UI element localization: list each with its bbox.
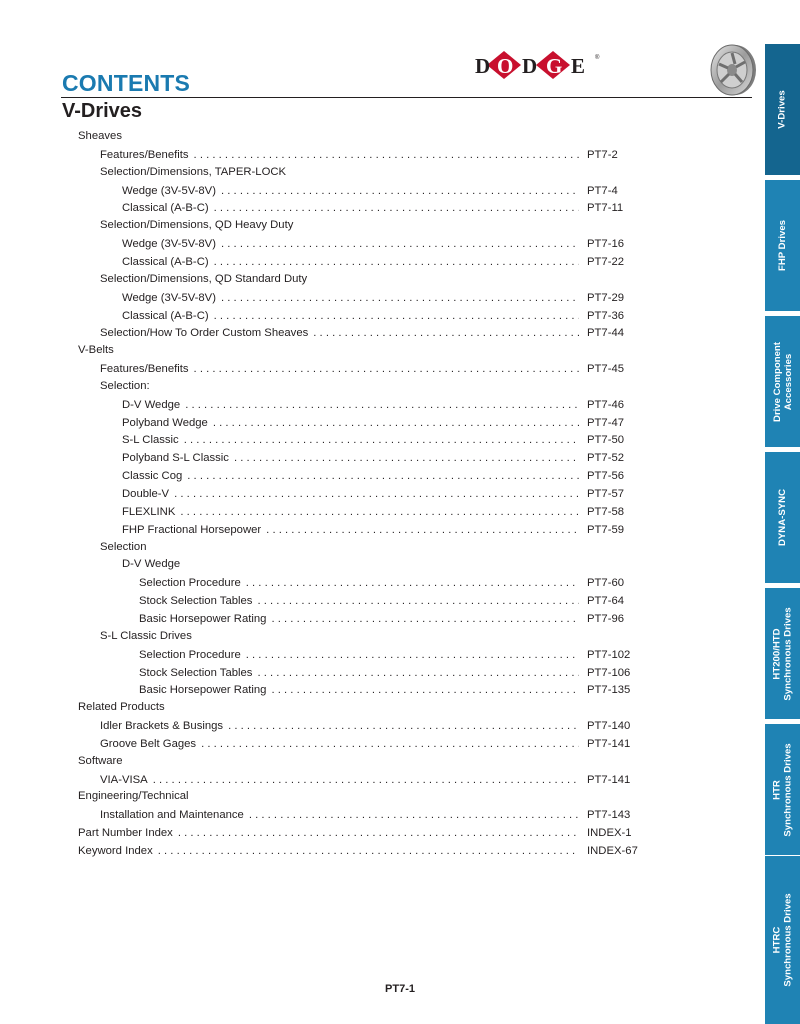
dot-leader bbox=[201, 737, 579, 751]
toc-entry[interactable] bbox=[122, 447, 640, 465]
toc-entry-page: PT7-60 bbox=[587, 577, 625, 590]
toc-entry-page: PT7-29 bbox=[587, 291, 625, 304]
dot-leader bbox=[194, 148, 579, 162]
toc-entry[interactable] bbox=[122, 501, 640, 519]
toc-entry-label: Basic Horsepower Rating bbox=[139, 612, 267, 625]
toc-entry-page: PT7-16 bbox=[587, 238, 625, 251]
toc-entry-label: Selection/How To Order Custom Sheaves bbox=[100, 327, 309, 340]
toc-heading: Selection/Dimensions, QD Heavy Duty bbox=[100, 219, 294, 232]
dot-leader bbox=[249, 808, 579, 822]
toc-entry-page: PT7-46 bbox=[587, 398, 625, 411]
dot-leader bbox=[313, 326, 579, 340]
section-tab-line: Synchronous Drives bbox=[782, 742, 794, 837]
toc-entry-page: PT7-59 bbox=[587, 523, 625, 536]
toc-entry[interactable] bbox=[78, 840, 640, 858]
svg-text:G: G bbox=[546, 54, 563, 78]
dot-leader bbox=[153, 773, 579, 787]
section-tab-label bbox=[777, 90, 788, 128]
dot-leader bbox=[266, 523, 579, 537]
toc-entry-label: Polyband Wedge bbox=[122, 416, 208, 429]
section-tab-line: Accessories bbox=[782, 353, 794, 410]
toc-entry-label: Wedge (3V-5V-8V) bbox=[122, 238, 216, 251]
section-tab-line: Drive Component bbox=[771, 341, 783, 422]
toc-heading: Selection: bbox=[100, 379, 150, 392]
toc-entry[interactable] bbox=[100, 715, 640, 733]
toc-entry[interactable] bbox=[122, 305, 640, 323]
dot-leader bbox=[213, 416, 579, 430]
toc-entry-page: PT7-57 bbox=[587, 488, 625, 500]
toc-heading: V-Belts bbox=[78, 344, 114, 357]
svg-text:D: D bbox=[475, 54, 492, 78]
toc-heading: D-V Wedge bbox=[122, 558, 181, 571]
toc-entry-label: Installation and Maintenance bbox=[100, 809, 244, 822]
toc-entry-page: PT7-56 bbox=[587, 470, 625, 483]
toc-entry[interactable] bbox=[139, 608, 640, 626]
toc-entry-page: PT7-141 bbox=[587, 737, 631, 750]
toc-entry-page: INDEX-67 bbox=[587, 845, 638, 857]
toc-entry-label: Wedge (3V-5V-8V) bbox=[122, 184, 216, 197]
dot-leader bbox=[234, 451, 579, 465]
toc-entry[interactable] bbox=[100, 358, 640, 376]
svg-text:E: E bbox=[571, 54, 586, 78]
toc-entry-label: Features/Benefits bbox=[100, 363, 189, 376]
section-tab-line: Synchronous Drives bbox=[782, 606, 794, 701]
toc-entry-label: VIA-VISA bbox=[100, 773, 148, 786]
dot-leader bbox=[184, 433, 579, 447]
toc-entry-label: Part Number Index bbox=[78, 827, 173, 840]
toc-heading: Sheaves bbox=[78, 130, 122, 142]
section-tab[interactable] bbox=[765, 588, 800, 719]
toc-entry-label: Basic Horsepower Rating bbox=[139, 684, 267, 697]
section-tab-label bbox=[772, 342, 794, 422]
dot-leader bbox=[246, 576, 579, 590]
toc-entry-page: PT7-135 bbox=[587, 684, 631, 697]
svg-text:D: D bbox=[522, 54, 538, 78]
toc-entry-label: Keyword Index bbox=[78, 845, 153, 857]
toc-entry-page: PT7-141 bbox=[587, 773, 631, 786]
dot-leader bbox=[180, 505, 579, 519]
section-tab[interactable] bbox=[765, 44, 800, 175]
toc-entry[interactable] bbox=[139, 662, 640, 680]
toc-entry-label: Double-V bbox=[122, 488, 170, 500]
section-tab-line: FHP Drives bbox=[777, 219, 789, 272]
toc-entry-page: PT7-2 bbox=[587, 148, 618, 161]
toc-entry[interactable] bbox=[122, 394, 640, 412]
toc-entry-label: Groove Belt Gages bbox=[100, 737, 197, 750]
dot-leader bbox=[214, 255, 579, 269]
toc-heading: Selection bbox=[100, 540, 147, 553]
toc-entry-label: Polyband S-L Classic bbox=[122, 452, 229, 465]
toc-entry-page: PT7-102 bbox=[587, 648, 631, 661]
toc-heading: Selection/Dimensions, TAPER-LOCK bbox=[100, 165, 287, 178]
registered-mark: ® bbox=[595, 55, 600, 61]
dot-leader bbox=[214, 309, 579, 323]
sheave-pulley-icon bbox=[705, 44, 757, 96]
title-rule bbox=[61, 97, 752, 98]
section-tab-label bbox=[777, 220, 788, 271]
toc-entry-label: Classical (A-B-C) bbox=[122, 202, 209, 215]
toc-entry-label: S-L Classic bbox=[122, 434, 179, 447]
toc-entry-label: Selection Procedure bbox=[139, 577, 241, 590]
dot-leader bbox=[214, 201, 579, 215]
toc-entry-label: FHP Fractional Horsepower bbox=[122, 523, 262, 536]
toc-entry[interactable] bbox=[122, 287, 640, 305]
toc-entry-label: Idler Brackets & Busings bbox=[100, 720, 224, 733]
toc-entry-page: PT7-4 bbox=[587, 184, 618, 197]
toc-entry-page: PT7-96 bbox=[587, 612, 625, 625]
toc-entry-label: FLEXLINK bbox=[122, 505, 176, 518]
section-tab-line: HTR bbox=[771, 779, 783, 800]
section-tab[interactable] bbox=[765, 180, 800, 311]
toc-entry-page: PT7-64 bbox=[587, 595, 625, 608]
toc-entry-page: PT7-52 bbox=[587, 452, 625, 465]
toc-entry-label: Classical (A-B-C) bbox=[122, 255, 209, 268]
toc-entry[interactable] bbox=[139, 644, 640, 662]
toc-heading: Selection/Dimensions, QD Standard Duty bbox=[100, 272, 308, 285]
toc-entry[interactable] bbox=[139, 679, 640, 697]
toc-entry[interactable] bbox=[139, 590, 640, 608]
section-tab[interactable] bbox=[765, 316, 800, 447]
toc-entry[interactable] bbox=[122, 251, 640, 269]
toc-heading: Software bbox=[78, 754, 123, 767]
toc-entry[interactable] bbox=[139, 572, 640, 590]
toc-entry-page: PT7-58 bbox=[587, 505, 625, 518]
toc-entry[interactable] bbox=[122, 233, 640, 251]
page-number: PT7-1 bbox=[385, 983, 415, 995]
toc-heading: S-L Classic Drives bbox=[100, 629, 192, 642]
toc-entry-page: PT7-50 bbox=[587, 434, 625, 447]
section-tab-label bbox=[772, 607, 794, 700]
toc-entry-page: PT7-11 bbox=[587, 202, 624, 215]
toc-entry[interactable] bbox=[100, 322, 640, 340]
section-title: V-Drives bbox=[62, 100, 143, 122]
dot-leader bbox=[178, 826, 579, 840]
toc-entry-label: Selection Procedure bbox=[139, 648, 241, 661]
section-tab-label bbox=[772, 893, 794, 986]
section-tab[interactable] bbox=[765, 724, 800, 855]
toc-entry[interactable] bbox=[122, 429, 640, 447]
dot-leader bbox=[257, 666, 579, 680]
dot-leader bbox=[221, 291, 579, 305]
dodge-logo bbox=[471, 48, 606, 82]
dot-leader bbox=[221, 184, 579, 198]
section-tab[interactable] bbox=[765, 856, 800, 1024]
dot-leader bbox=[174, 487, 579, 501]
dot-leader bbox=[257, 594, 579, 608]
toc-entry[interactable] bbox=[100, 804, 640, 822]
toc-entry-label: Classic Cog bbox=[122, 470, 183, 483]
toc-entry-page: PT7-36 bbox=[587, 309, 625, 322]
toc-entry[interactable] bbox=[100, 144, 640, 162]
toc-heading: Related Products bbox=[78, 701, 165, 714]
dot-leader bbox=[158, 844, 579, 858]
toc-entry[interactable] bbox=[100, 733, 640, 751]
toc-entry[interactable] bbox=[122, 465, 640, 483]
dot-leader bbox=[271, 683, 579, 697]
toc-entry-page: PT7-44 bbox=[587, 327, 625, 340]
toc-entry[interactable] bbox=[122, 483, 640, 501]
toc-entry-label: Stock Selection Tables bbox=[139, 595, 253, 608]
toc-entry-page: PT7-143 bbox=[587, 809, 631, 822]
section-tab-line: HTRC bbox=[771, 926, 783, 954]
toc-entry[interactable] bbox=[100, 769, 640, 787]
dot-leader bbox=[246, 648, 579, 662]
section-tab-line: V-Drives bbox=[777, 90, 788, 129]
toc-entry-label: Features/Benefits bbox=[100, 148, 189, 161]
toc-entry[interactable] bbox=[122, 180, 640, 198]
toc-entry-page: PT7-45 bbox=[587, 363, 625, 376]
dot-leader bbox=[271, 612, 579, 626]
svg-text:O: O bbox=[497, 54, 514, 78]
toc-entry[interactable] bbox=[122, 197, 640, 215]
page-title: CONTENTS bbox=[62, 70, 191, 96]
toc-entry-label: D-V Wedge bbox=[122, 398, 181, 411]
section-tab-line: HT200/HTD bbox=[771, 627, 783, 680]
section-tab[interactable] bbox=[765, 452, 800, 583]
dot-leader bbox=[194, 362, 579, 376]
dot-leader bbox=[185, 398, 579, 412]
toc-entry-page: PT7-140 bbox=[587, 720, 631, 733]
toc-entry-label: Wedge (3V-5V-8V) bbox=[122, 291, 216, 304]
section-tab-line: Synchronous Drives bbox=[782, 893, 794, 987]
section-tab-line: DYNA-SYNC bbox=[777, 488, 789, 547]
dot-leader bbox=[221, 237, 579, 251]
toc-entry-page: INDEX-1 bbox=[587, 827, 632, 840]
toc-entry-page: PT7-47 bbox=[587, 416, 625, 429]
dot-leader bbox=[187, 469, 579, 483]
toc-entry[interactable] bbox=[122, 519, 640, 537]
toc-entry[interactable] bbox=[78, 822, 640, 840]
toc-heading: Engineering/Technical bbox=[78, 790, 189, 803]
section-tab-label bbox=[772, 743, 794, 836]
toc-entry-label: Classical (A-B-C) bbox=[122, 309, 209, 322]
toc-entry-label: Stock Selection Tables bbox=[139, 666, 253, 679]
toc-entry-page: PT7-22 bbox=[587, 255, 625, 268]
toc-entry-page: PT7-106 bbox=[587, 666, 631, 679]
toc-entry[interactable] bbox=[122, 412, 640, 430]
section-tab-label bbox=[777, 489, 788, 546]
dot-leader bbox=[228, 719, 579, 733]
